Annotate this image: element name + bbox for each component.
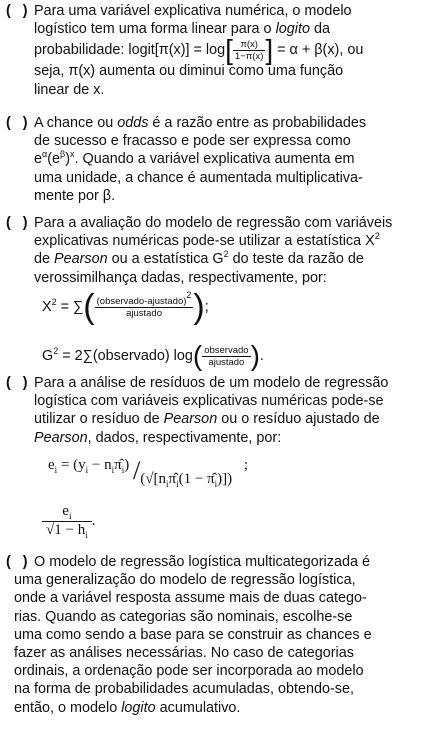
odds-expression: $e^\alpha(e^\beta)^x$. Quando a variável explicativa aumenta em xyxy=(34,149,355,168)
answer-marker-2[interactable]: ( ) xyxy=(6,115,28,131)
statement-1 xyxy=(0,2,429,99)
statement-5 xyxy=(0,553,429,717)
statement-5-text: O modelo de regressão logística multicategorizada é xyxy=(34,554,370,570)
answer-marker-3[interactable]: ( ) xyxy=(6,215,28,231)
pearson-residual-formula: $e_i = (y_i$ − $n_i\pî_i$) $/(√[n_i\pî_i(1$ − $\pî_i$)]) ; xyxy=(48,456,249,489)
statement-4-text: Para a análise de resíduos de um modelo de regressão logística com variáveis explicativas numéricas pode-se utilizar o resíduo de Pearson ou o resíduo ajustado de Pearson, dados, respectivamente, por: xyxy=(34,375,389,446)
statement-4 xyxy=(0,374,429,447)
statement-3 xyxy=(0,214,429,287)
adjusted-residual-formula: $\frac{e_i}{√1 - h_i}$ . xyxy=(42,503,95,540)
answer-marker-5[interactable]: ( ) xyxy=(6,554,28,570)
statement-5-continuation: uma generalização do modelo de regressão logística, onde a variável resposta assume mais de duas catego- rias. Quando as categorias são nominais, escolhe-se uma como sendo a base para se construir as chances e fazer as análises necessárias. No caso de categorias ordinais, a ordenação pode ser incorporada ao modelo na forma de probabilidades acumuladas, obtendo-se, então, o modelo logito acumulativo. xyxy=(14,572,372,716)
statement-1-text: Para uma variável explicativa numérica, o modelo logístico tem uma forma linear para o logito da probabilidade: logit[π(x)] = log[ $\frac{\pi(x)}{1-\pi(x)}$ ] = α + β(x), ou seja, π(x) aumenta ou diminui como uma função linear de x. xyxy=(34,2,423,99)
chi-square-formula: $X^2$ = ∑( $\frac{(observado-ajustado)^2}{\text{ajustado}}$ ); xyxy=(42,288,209,326)
statement-2-text: A chance ou odds é a razão entre as probabilidades de sucesso e fracasso e pode ser expressa como $e^\alpha(e^\beta)^x$. Quando a variável explicativa aumenta em uma unidade, a chance é aumentada multiplicativa- mente por β. xyxy=(34,114,423,205)
statement-3-text: Para a avaliação do modelo de regressão com variáveis explicativas numéricas pode-se utilizar a estatística $X^2$ de Pearson ou a estatística $G^2$ do teste da razão de verossimilhança dadas, respectivamente, por: xyxy=(34,215,393,286)
g-square-formula: $G^2$ = 2∑(observado) log( $\frac{\text{observado}}{\text{ajustado}}$ ). xyxy=(42,340,264,371)
answer-marker-1[interactable]: ( ) xyxy=(6,3,28,19)
logit-formula: probabilidade: logit[π(x)] = log[ $\frac{\pi(x)}{1-\pi(x)}$ ] = α + β(x), ou xyxy=(34,34,364,66)
statement-2 xyxy=(0,114,429,205)
answer-marker-4[interactable]: ( ) xyxy=(6,375,28,391)
